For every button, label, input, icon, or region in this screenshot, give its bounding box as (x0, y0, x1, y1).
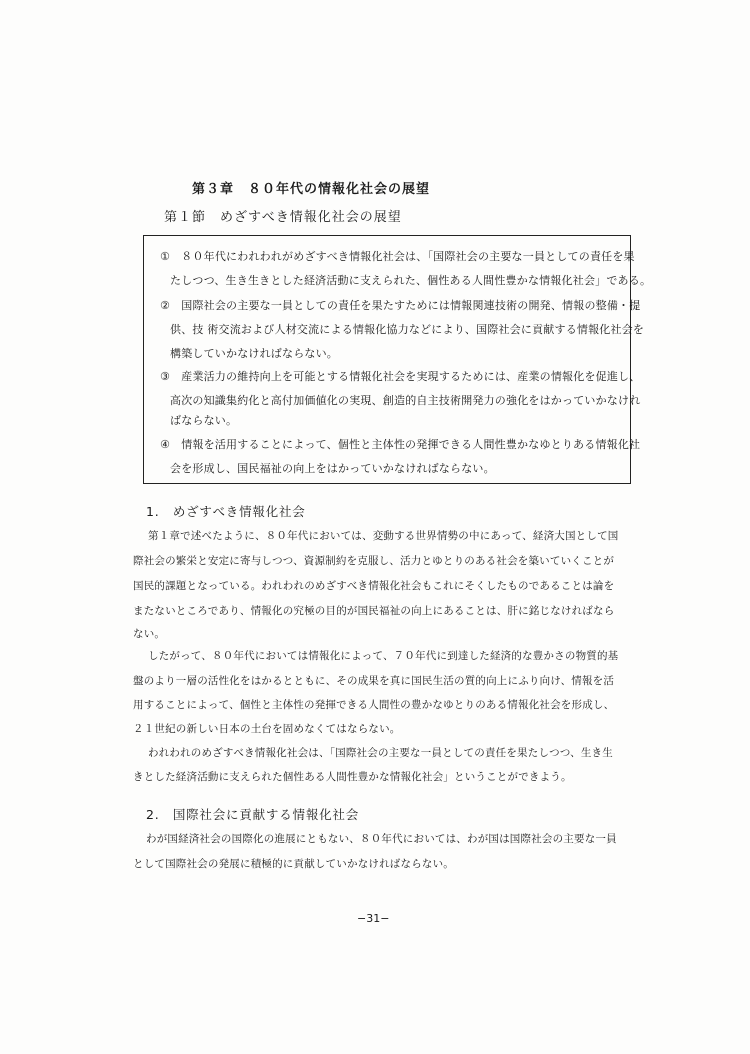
body-line: 盤のより一層の活性化をはかるとともに、その成果を真に国民生活の質的向上にふり向け、情報を活 (133, 675, 615, 687)
body-line: 国民的課題となっている。われわれのめざすべき情報化社会もこれにそくしたものであることは論を (133, 580, 615, 592)
summary-line: 供、技 術交流および人材交流による情報化協力などにより、国際社会に貢献する情報化社会を (170, 323, 645, 336)
section-title: 第１節 めざすべき情報化社会の展望 (164, 210, 402, 225)
body-line: ２１世紀の新しい日本の土台を固めなくてはならない。 (133, 723, 401, 735)
body-line: 際社会の繁栄と安定に寄与しつつ、資源制約を克服し、活力とゆとりのある社会を築いていくことが (133, 555, 615, 567)
page-number: −31− (357, 912, 390, 925)
body-line: したがって、８０年代においては情報化によって、７０年代に到達した経済的な豊かさの物質的基 (148, 650, 619, 662)
subsection-1-title: 1. めざすべき情報化社会 (146, 504, 306, 519)
body-line: 用することによって、個性と主体性の発揮できる人間性の豊かなゆとりのある情報化社会を形成し、 (133, 699, 615, 711)
subsection-2-title: 2. 国際社会に貢献する情報化社会 (146, 807, 360, 822)
body-line: 第１章で述べたように、８０年代においては、変動する世界情勢の中にあって、経済大国として国 (148, 530, 619, 542)
body-line: またないところであり、情報化の究極の目的が国民福祉の向上にあることは、肝に銘じなければなら (133, 605, 615, 617)
body-line: われわれのめざすべき情報化社会は、「国際社会の主要な一員としての責任を果たしつつ、生き生 (148, 747, 613, 759)
summary-line: ② 国際社会の主要な一員としての責任を果たすためには情報関連技術の開発、情報の整備・提 (160, 299, 641, 312)
summary-line: ③ 産業活力の維持向上を可能とする情報化社会を実現するためには、産業の情報化を促進し、 (160, 370, 641, 383)
body-line: ない。 (133, 628, 166, 640)
body-line: きとした経済活動に支えられた個性ある人間性豊かな情報化社会」ということができよう。 (133, 771, 572, 783)
summary-line: 会を形成し、国民福祉の向上をはかっていかなければならない。 (170, 462, 495, 475)
summary-line: たしつつ、生き生きとした経済活動に支えられた、個性ある人間性豊かな情報化社会」である。 (170, 274, 652, 287)
summary-line: 高次の知識集約化と高付加価値化の実現、創造的自主技術開発力の強化をはかっていかなけれ (170, 394, 641, 407)
body-line: わが国経済社会の国際化の進展にともない、８０年代においては、わが国は国際社会の主要な一員 (146, 833, 617, 845)
summary-line: ばならない。 (170, 414, 238, 427)
body-line: として国際社会の発展に積極的に貢献していかなければならない。 (133, 858, 454, 870)
summary-line: ④ 情報を活用することによって、個性と主体性の発揮できる人間性豊かなゆとりある情報化社 (160, 438, 641, 451)
summary-line: ① ８０年代にわれわれがめざすべき情報化社会は、「国際社会の主要な一員としての責任を果 (160, 250, 635, 263)
chapter-title: 第３章 ８０年代の情報化社会の展望 (192, 182, 431, 197)
summary-line: 構築していかなければならない。 (170, 347, 338, 360)
